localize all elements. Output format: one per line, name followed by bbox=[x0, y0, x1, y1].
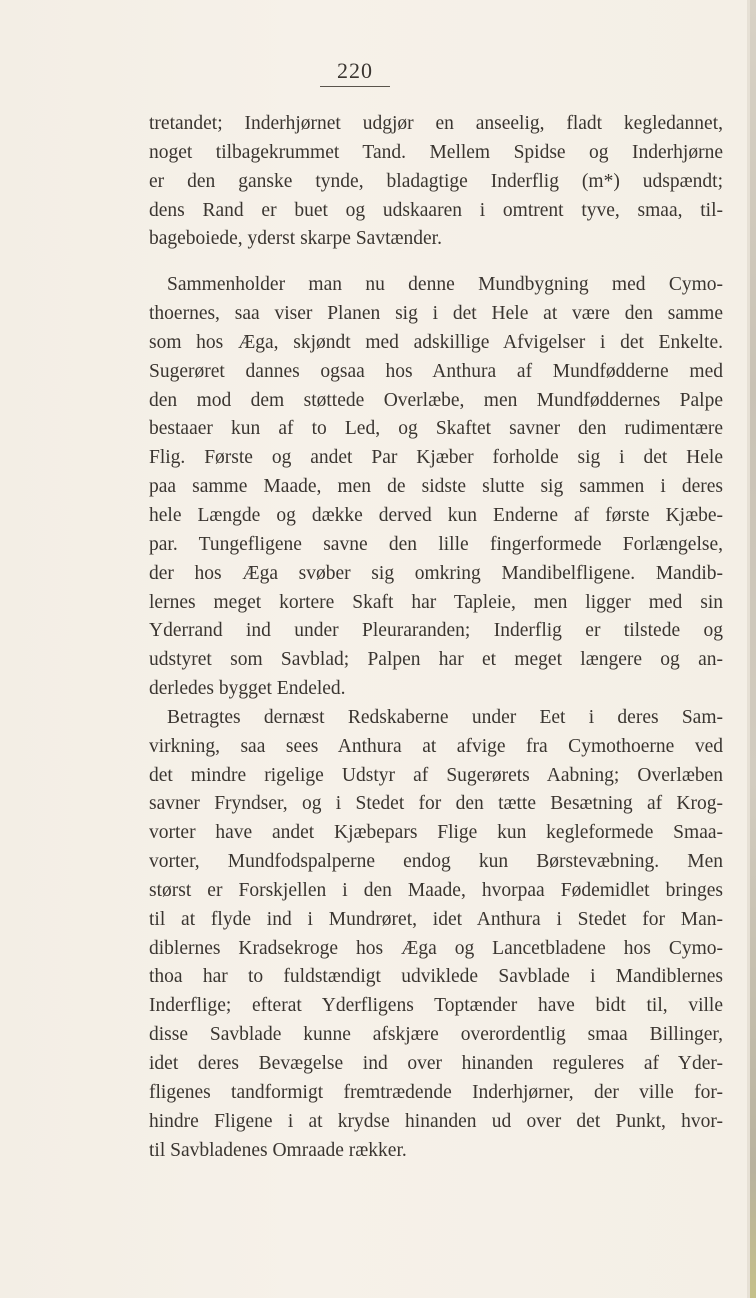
text-line: der hos Æga svøber sig omkring Mandibelfligene. Mandib- bbox=[149, 562, 723, 584]
text-line: lernes meget kortere Skaft har Tapleie, men ligger med sin bbox=[149, 591, 723, 613]
body-text bbox=[149, 110, 723, 1165]
text-line: hindre Fligene i at krydse hinanden ud over det Punkt, hvor- bbox=[149, 1110, 723, 1132]
text-line: Inderflige; efterat Yderfligens Toptænder have bidt til, ville bbox=[149, 995, 723, 1017]
paragraph-gap bbox=[149, 254, 723, 271]
text-line: Flig. Første og andet Par Kjæber forholde sig i det Hele bbox=[149, 447, 723, 469]
text-line: den mod dem støttede Overlæbe, men Mundføddernes Palpe bbox=[149, 389, 723, 411]
paragraph-2 bbox=[149, 271, 723, 704]
text-line: størst er Forskjellen i den Maade, hvorpaa Fødemidlet bringes bbox=[149, 879, 723, 901]
text-line: virkning, saa sees Anthura at afvige fra Cymothoerne ved bbox=[149, 735, 723, 757]
text-line: hele Længde og dække derved kun Enderne af første Kjæbe- bbox=[149, 504, 723, 526]
paragraph-1 bbox=[149, 110, 723, 254]
page-edge-shadow bbox=[750, 0, 756, 1298]
text-line: diblernes Kradsekroge hos Æga og Lancetbladene hos Cymo- bbox=[149, 937, 723, 959]
text-line: til at flyde ind i Mundrøret, idet Anthura i Stedet for Man- bbox=[149, 908, 723, 930]
text-line: par. Tungefligene savne den lille fingerformede Forlængelse, bbox=[149, 533, 723, 555]
text-line: Yderrand ind under Pleuraranden; Inderflig er tilstede og bbox=[149, 620, 723, 642]
text-line: Sammenholder man nu denne Mundbygning med Cymo- bbox=[167, 274, 723, 296]
text-line: thoa har to fuldstændigt udviklede Savblade i Mandiblernes bbox=[149, 966, 723, 988]
text-line: Betragtes dernæst Redskaberne under Eet i deres Sam- bbox=[167, 706, 723, 728]
text-line: noget tilbagekrummet Tand. Mellem Spidse og Inderhjørne bbox=[149, 141, 723, 163]
text-line: bageboiede, yderst skarpe Savtænder. bbox=[149, 228, 442, 250]
text-line: til Savbladenes Omraade rækker. bbox=[149, 1139, 407, 1161]
text-line: bestaaer kun af to Led, og Skaftet savner den rudimentære bbox=[149, 418, 723, 440]
text-line: paa samme Maade, men de sidste slutte sig sammen i deres bbox=[149, 476, 723, 498]
text-line: vorter have andet Kjæbepars Flige kun kegleformede Smaa- bbox=[149, 822, 723, 844]
text-line: tretandet; Inderhjørnet udgjør en anseelig, fladt kegledannet, bbox=[149, 113, 723, 134]
text-line: idet deres Bevægelse ind over hinanden reguleres af Yder- bbox=[149, 1053, 723, 1074]
text-line: udstyret som Savblad; Palpen har et meget længere og an- bbox=[149, 649, 723, 671]
text-line: er den ganske tynde, bladagtige Inderflig (m*) udspændt; bbox=[149, 170, 723, 192]
text-line: derledes bygget Endeled. bbox=[149, 678, 346, 700]
text-line: thoernes, saa viser Planen sig i det Hele at være den samme bbox=[149, 303, 723, 325]
text-line: det mindre rigelige Udstyr af Sugerørets Aabning; Overlæben bbox=[149, 764, 723, 786]
text-line: vorter, Mundfodspalperne endog kun Børstevæbning. Men bbox=[149, 851, 723, 873]
text-line: fligenes tandformigt fremtrædende Inderhjørner, der ville for- bbox=[149, 1081, 723, 1103]
page-number: 220 bbox=[320, 58, 390, 87]
text-line: som hos Æga, skjøndt med adskillige Afvigelser i det Enkelte. bbox=[149, 331, 723, 353]
text-line: savner Fryndser, og i Stedet for den tætte Besætning af Krog- bbox=[149, 793, 723, 815]
text-line: Sugerøret dannes ogsaa hos Anthura af Mundfødderne med bbox=[149, 360, 723, 382]
text-line: disse Savblade kunne afskjære overordentlig smaa Billinger, bbox=[149, 1024, 723, 1046]
text-line: dens Rand er buet og udskaaren i omtrent tyve, smaa, til- bbox=[149, 199, 723, 221]
paragraph-3 bbox=[149, 704, 723, 1166]
